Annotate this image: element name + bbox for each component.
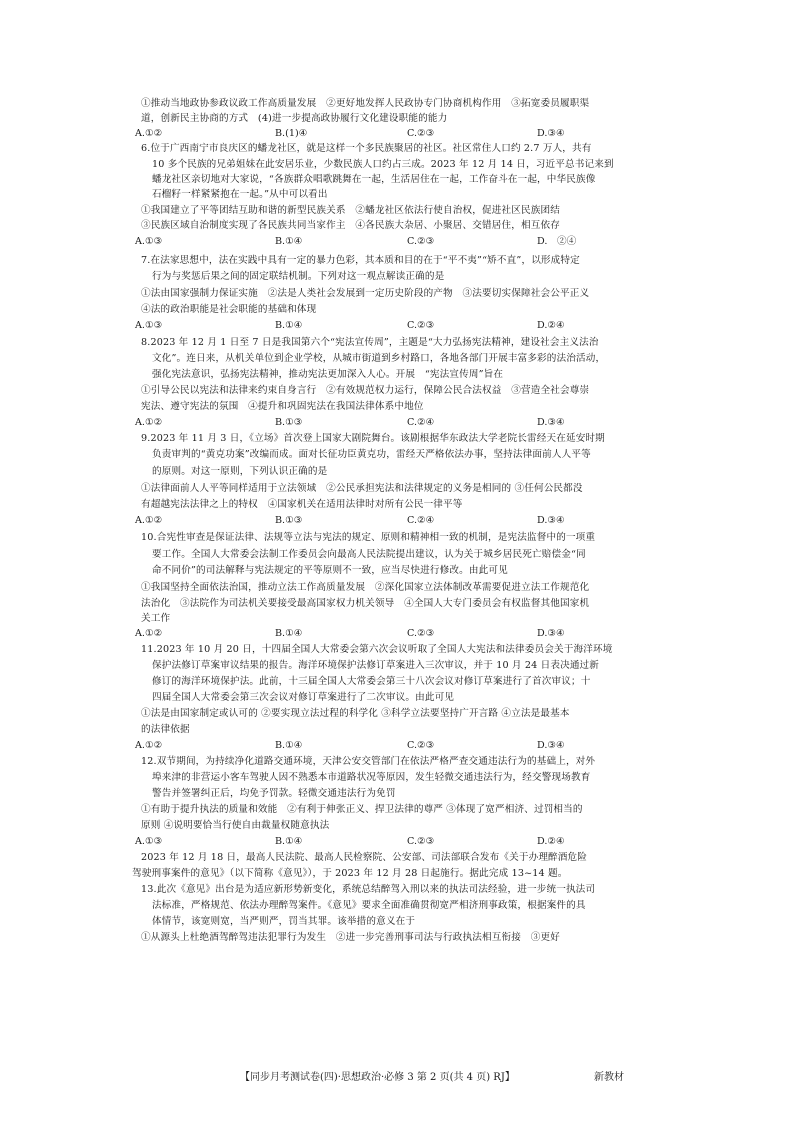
text-line: 蟠龙社区亲切地对大家说，“各族群众唱歌跳舞在一起，生活居住在一起，工作奋斗在一起，中华民族像 bbox=[152, 174, 596, 185]
answer-options-q10 bbox=[135, 628, 695, 640]
text-line: 驾驶刑事案件的意见》（以下简称《意见》），于 2023 年 12 月 28 日起施行。据此完成 13~14 题。 bbox=[132, 868, 568, 879]
option-c: C.②③ bbox=[407, 236, 435, 247]
option-d: D.②④ bbox=[537, 836, 565, 847]
option-a: A.①② bbox=[135, 628, 163, 639]
option-b: B.①③ bbox=[275, 515, 303, 526]
text-line: 埠来津的非营运小客车驾驶人因不熟悉本市道路状况等原因，发生轻微交通违法行为，经交警现场教育 bbox=[152, 772, 591, 783]
option-b: B.①④ bbox=[275, 836, 303, 847]
text-line: 修订的海洋环境保护法。此前，十三届全国人大常委会第三十八次会议对修订草案进行了首次审议；十 bbox=[152, 676, 591, 687]
answer-options-q7 bbox=[135, 320, 695, 332]
option-b: B.(1)④ bbox=[275, 128, 308, 139]
option-b: B.①④ bbox=[275, 628, 303, 639]
text-line: 石榴籽一样紧紧抱在一起。”从中可以看出 bbox=[152, 189, 328, 200]
text-line: 文化”。连日来，从机关单位到企业学校，从城市街道到乡村路口，各地各部门开展丰富多彩的法治活动， bbox=[152, 353, 606, 364]
text-line: 有超越宪法法律之上的特权 ④国家机关在适用法律时对所有公民一律平等 bbox=[141, 499, 463, 510]
text-line: 警告并签署纠正后，均免予罚款。轻微交通违法行为免罚 bbox=[152, 788, 396, 799]
option-c: C.②③ bbox=[407, 740, 435, 751]
text-line: 命不同价”的司法解释与宪法规定的平等原则不一致，应当尽快进行修改。由此可见 bbox=[152, 565, 508, 576]
question-11: 11.2023 年 10 月 20 日，十四届全国人大常委会第六次会议听取了全国人大宪法和法律委员会关于海洋环境 bbox=[141, 644, 613, 655]
text-line: 负责审判的“黄克功案”改编而成。面对长征功臣黄克功，雷经天严格依法办事，坚持法律面前人人平等 bbox=[152, 449, 591, 460]
option-d: D.③④ bbox=[537, 128, 565, 139]
text-line: 行为与奖惩后果之间的固定联结机制。下列对这一观点解读正确的是 bbox=[152, 271, 445, 282]
option-d: D.③④ bbox=[537, 417, 565, 428]
text-line: 保护法修订草案审议结果的报告。海洋环境保护法修订草案进入三次审议，并于 10 月 24 日表决通过新 bbox=[152, 660, 600, 671]
question-12: 12.双节期间，为持续净化道路交通环境，天津公安交管部门在依法严格严查交通违法行为的基础上，对外 bbox=[141, 756, 596, 767]
option-d: D. ②④ bbox=[537, 236, 577, 247]
text-line: 的原则。对这一原则，下列认识正确的是 bbox=[152, 466, 328, 477]
text-line: ①从源头上杜绝酒驾醉驾违法犯罪行为发生 ②进一步完善刑事司法与行政执法相互衔接 ③更好 bbox=[141, 932, 560, 943]
option-b: B.①③ bbox=[275, 417, 303, 428]
text-line: 要工作。全国人大常委会法制工作委员会向最高人民法院提出建议，认为关于城乡居民死亡赔偿金“同 bbox=[152, 549, 586, 560]
text-line: ①法律面前人人平等同样适用于立法领域 ②公民承担宪法和法律规定的义务是相同的 ③任何公民都没 bbox=[141, 483, 583, 494]
text-line: 关工作 bbox=[141, 613, 171, 624]
question-6: 6.位于广西南宁市良庆区的蟠龙社区，就是这样一个多民族聚居的社区。社区常住人口约 2.7 万人，共有 bbox=[141, 143, 592, 154]
option-a: A.①② bbox=[135, 515, 163, 526]
question-9: 9.2023 年 11 月 3 日，《立场》首次登上国家大剧院舞台。该剧根据华东政法大学老院长雷经天在延安时期 bbox=[141, 433, 605, 444]
footer-tag: 新教材 bbox=[594, 1072, 624, 1083]
option-d: D.②④ bbox=[537, 320, 565, 331]
question-7: 7.在法家思想中，法在实践中具有一定的暴力色彩，其本质和目的在于“平不夷”“矫不直”，以形成特定 bbox=[141, 255, 580, 266]
question-10: 10.合宪性审查是保证法律、法规等立法与宪法的规定、原则和精神相一致的机制，是宪法监督中的一项重 bbox=[141, 532, 596, 543]
answer-options-q11 bbox=[135, 740, 695, 752]
text-line: 10 多个民族的兄弟姐妹在此安居乐业，少数民族人口约占三成。2023 年 12 月 14 日，习近平总书记来到 bbox=[152, 159, 614, 170]
text-line: 宪法、遵守宪法的氛围 ④提升和巩固宪法在我国法律体系中地位 bbox=[141, 401, 424, 412]
text-line: 原则 ④说明要恰当行使自由裁量权随意执法 bbox=[141, 820, 330, 831]
option-c: C.②④ bbox=[407, 515, 435, 526]
question-13: 13.此次《意见》出台是为适应新形势新变化，系统总结醉驾入刑以来的执法司法经验，进一步统一执法司 bbox=[141, 884, 596, 895]
text-line: 法治化 ③法院作为司法机关要接受最高国家权力机关领导 ④全国人大专门委员会有权监督其他国家机 bbox=[141, 598, 590, 609]
text-line: 体情节，该宽则宽，当严则严，罚当其罪。该举措的意义在于 bbox=[152, 916, 416, 927]
answer-options-q9 bbox=[135, 515, 695, 527]
option-a: A.①③ bbox=[135, 320, 163, 331]
option-a: A.①③ bbox=[135, 236, 163, 247]
material-intro: 2023 年 12 月 18 日，最高人民法院、最高人民检察院、公安部、司法部联合发布《关于办理醉酒危险 bbox=[141, 852, 588, 863]
text-line: ①我国坚持全面依法治国，推动立法工作高质量发展 ②深化国家立法体制改革需要促进立法工作规范化 bbox=[141, 582, 590, 593]
option-a: A.①② bbox=[135, 740, 163, 751]
text-line: 的法律依据 bbox=[141, 724, 190, 735]
text-line: ①引导公民以宪法和法律来约束自身言行 ②有效规范权力运行，保障公民合法权益 ③营造全社会尊崇 bbox=[141, 385, 590, 396]
text-line: ①法是由国家制定或认可的 ②要实现立法过程的科学化 ③科学立法要坚持广开言路 ④立法是最基本 bbox=[141, 708, 570, 719]
option-d: D.③④ bbox=[537, 515, 565, 526]
text-line: ①法由国家强制力保证实施 ②法是人类社会发展到一定历史阶段的产物 ③法要切实保障社会公平正义 bbox=[141, 288, 590, 299]
text-line: ①推动当地政协参政议政工作高质量发展 ②更好地发挥人民政协专门协商机构作用 ③拓宽委员履职渠 bbox=[141, 98, 590, 109]
text-line: 强化宪法意识，弘扬宪法精神，推动宪法更加深入人心。开展 “宪法宣传周”旨在 bbox=[152, 369, 504, 380]
text-line: ①我国建立了平等团结互助和谐的新型民族关系 ②蟠龙社区依法行使自治权，促进社区民族团结 bbox=[141, 205, 560, 216]
text-line: ③民族区域自治制度实现了各民族共同当家作主 ④各民族大杂居、小聚居、交错居住，相互依存 bbox=[141, 220, 560, 231]
option-a: A.①② bbox=[135, 417, 163, 428]
option-b: B.①④ bbox=[275, 740, 303, 751]
text-line: ①有助于提升执法的质量和效能 ②有利于伸张正义、捍卫法律的尊严 ③体现了宽严相济、过罚相当的 bbox=[141, 804, 583, 815]
footer-label: 【同步月考测试卷(四)·思想政治·必修 3 第 2 页(共 4 页) RJ】 bbox=[240, 1072, 515, 1083]
option-b: B.①④ bbox=[275, 320, 303, 331]
option-c: C.②③ bbox=[407, 628, 435, 639]
answer-options-q5 bbox=[135, 128, 695, 140]
option-d: D.③④ bbox=[537, 628, 565, 639]
option-c: C.②③ bbox=[407, 128, 435, 139]
option-c: C.②③ bbox=[407, 320, 435, 331]
question-8: 8.2023 年 12 月 1 日至 7 日是我国第六个“宪法宣传周”，主题是“大力弘扬宪法精神，建设社会主义法治 bbox=[141, 337, 599, 348]
option-a: A.①② bbox=[135, 128, 163, 139]
option-c: C.②③ bbox=[407, 836, 435, 847]
option-b: B.①④ bbox=[275, 236, 303, 247]
answer-options-q6 bbox=[135, 236, 695, 248]
text-line: 四届全国人大常委会第三次会议对修订草案进行了二次审议。由此可见 bbox=[152, 692, 455, 703]
answer-options-q8 bbox=[135, 417, 695, 429]
text-line: 法标准，严格规范、依法办理醉驾案件。《意见》要求全面准确贯彻宽严相济刑事政策，根据案件的具 bbox=[152, 900, 586, 911]
text-line: 道，创新民主协商的方式 (4)进一步提高政协履行文化建设职能的能力 bbox=[141, 113, 448, 124]
text-line: ④法的政治职能是社会职能的基础和体现 bbox=[141, 304, 317, 315]
option-d: D.③④ bbox=[537, 740, 565, 751]
answer-options-q12 bbox=[135, 836, 695, 848]
option-c: C.②④ bbox=[407, 417, 435, 428]
option-a: A.①③ bbox=[135, 836, 163, 847]
